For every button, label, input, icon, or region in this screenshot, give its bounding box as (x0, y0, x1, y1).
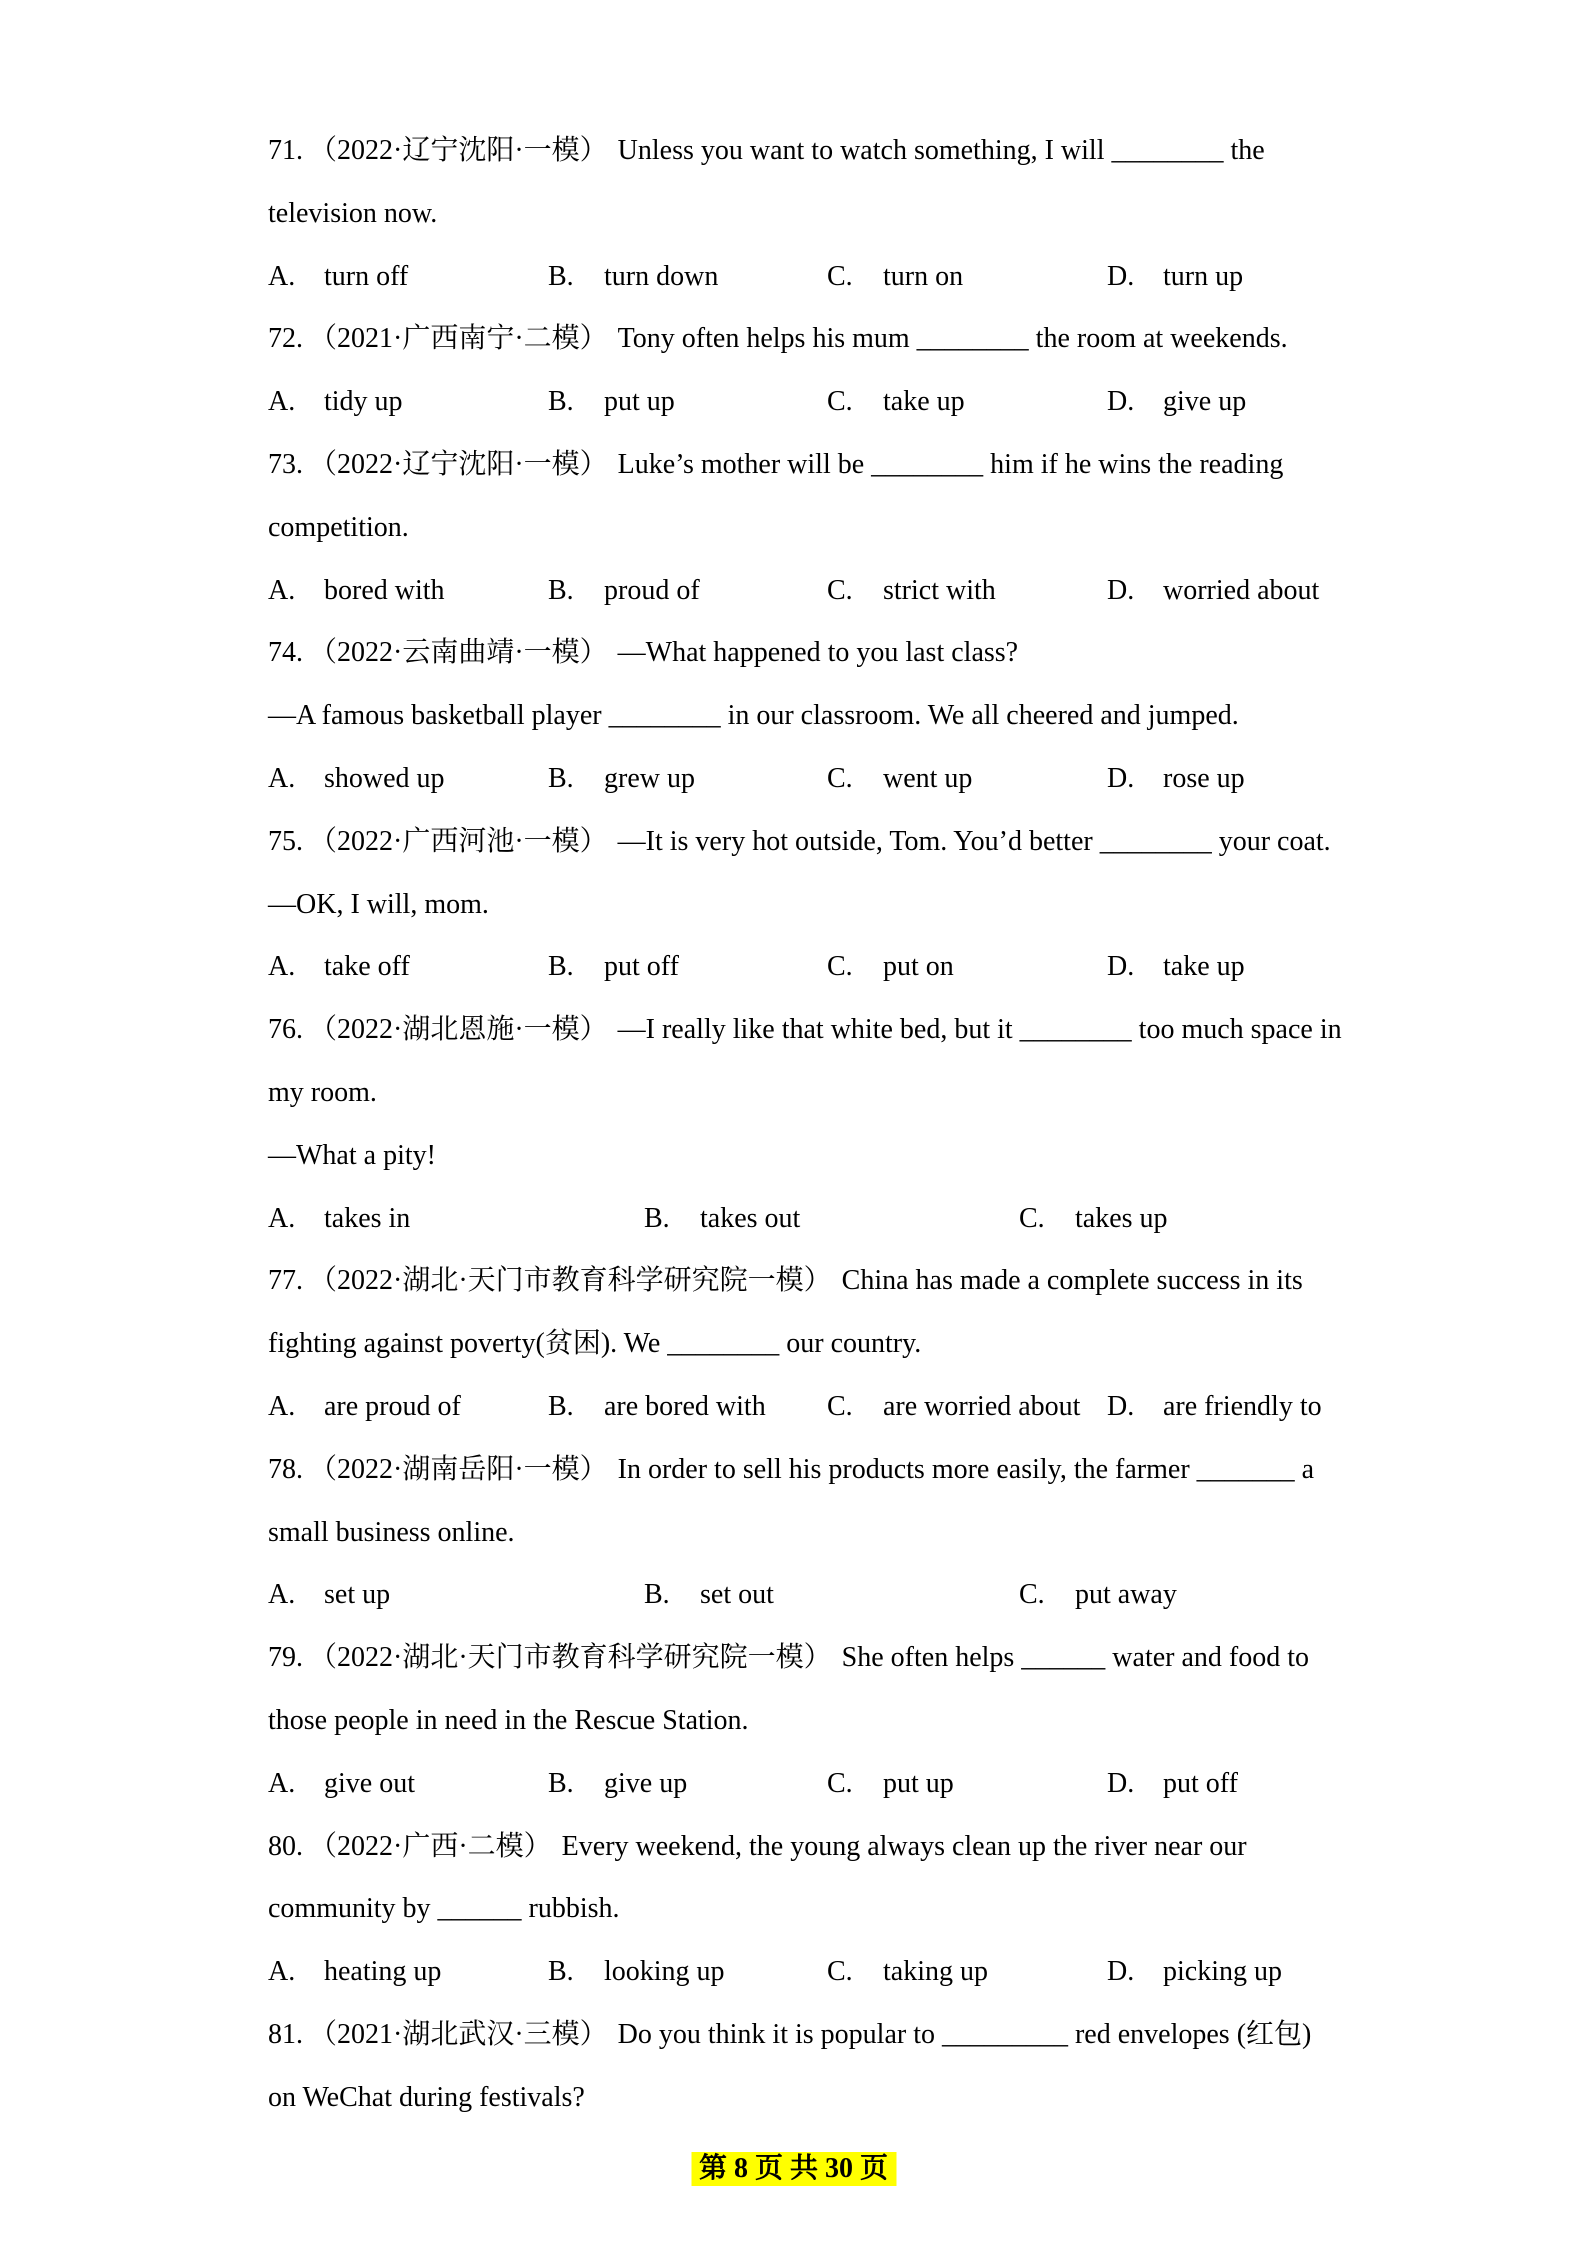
question-source: （2022·湖北·天门市教育科学研究院一模） (309, 1642, 832, 1674)
option-label: A. (268, 260, 296, 292)
option (548, 936, 827, 999)
option-label: C. (827, 574, 853, 606)
question-block (268, 811, 1498, 999)
option (268, 1376, 548, 1439)
option-label: A. (268, 1956, 296, 1988)
question-line: television now. (268, 197, 438, 229)
question-source: （2022·辽宁沈阳·一模） (309, 135, 608, 166)
option-text: put on (883, 951, 954, 983)
question-block (268, 1250, 1498, 1438)
option-text: showed up (324, 762, 445, 794)
option-label: B. (548, 1390, 574, 1422)
option (268, 371, 548, 434)
option-text: proud of (604, 574, 700, 606)
question-block (268, 2004, 1498, 2130)
question-number: 72. (268, 323, 303, 355)
options-row (268, 1376, 1498, 1439)
option-label: A. (268, 386, 296, 418)
question-line: on WeChat during festivals? (268, 2081, 585, 2113)
option (827, 371, 1107, 434)
question-source: （2022·湖南岳阳·一模） (309, 1453, 608, 1485)
question-block (268, 1816, 1498, 2004)
option-text: put up (604, 386, 675, 418)
option (268, 246, 548, 309)
option-label: C. (1019, 1202, 1045, 1234)
question-number: 79. (268, 1642, 303, 1674)
question-block (268, 434, 1498, 622)
option (827, 1941, 1107, 2004)
option-text: take off (324, 951, 410, 983)
option (827, 1376, 1107, 1439)
question-number: 71. (268, 135, 303, 166)
option-label: A. (268, 951, 296, 983)
option-label: D. (1107, 1767, 1135, 1799)
option (548, 1376, 827, 1439)
question-text: Tony often helps his mum ________ the room at weekends. (617, 323, 1288, 355)
question-source: （2022·湖北·天门市教育科学研究院一模） (309, 1265, 832, 1297)
question-number: 74. (268, 637, 303, 669)
option-text: takes out (700, 1202, 801, 1234)
question-text: Do you think it is popular to _________ red envelopes (红包) (617, 2018, 1312, 2050)
option-label: B. (548, 1767, 574, 1799)
option-text: turn down (604, 260, 719, 292)
question-first-line (268, 2004, 1498, 2067)
question-number: 77. (268, 1265, 303, 1297)
question-text: Luke’s mother will be ________ him if he wins the reading (617, 448, 1284, 480)
options-row (268, 748, 1498, 811)
options-row (268, 936, 1498, 999)
page-number-footer: 第 8 页 共 30 页 (691, 2152, 896, 2186)
question-first-line (268, 308, 1498, 371)
option-text: set out (700, 1579, 774, 1611)
options-row (268, 246, 1498, 309)
question-first-line (268, 811, 1498, 874)
question-block (268, 999, 1498, 1250)
question-line: my room. (268, 1076, 377, 1108)
question-text: Every weekend, the young always clean up the river near our (561, 1830, 1247, 1862)
option-text: taking up (883, 1956, 988, 1988)
option-text: takes up (1075, 1202, 1168, 1234)
option-label: B. (644, 1202, 670, 1234)
option (827, 936, 1107, 999)
option-text: take up (883, 386, 965, 418)
question-text: In order to sell his products more easily, the farmer _______ a (617, 1453, 1315, 1485)
option (548, 246, 827, 309)
option (827, 748, 1107, 811)
options-row (268, 1941, 1498, 2004)
option (827, 560, 1107, 623)
question-source: （2022·广西河池·一模） (309, 825, 608, 857)
option-text: heating up (324, 1956, 442, 1988)
question-line: small business online. (268, 1516, 515, 1548)
question-text: Unless you want to watch something, I will ________ the (617, 135, 1265, 166)
option (548, 1753, 827, 1816)
option-label: B. (548, 951, 574, 983)
option-text: give up (604, 1767, 688, 1799)
option-text: turn on (883, 260, 964, 292)
option-label: B. (548, 386, 574, 418)
question-text: —I really like that white bed, but it ________ too much space in (617, 1014, 1342, 1046)
option-label: D. (1107, 762, 1135, 794)
option-text: tidy up (324, 386, 403, 418)
option (1107, 371, 1498, 434)
question-source: （2022·广西·二模） (309, 1830, 552, 1862)
option-label: C. (1019, 1579, 1045, 1611)
option-text: put away (1075, 1579, 1177, 1611)
questions (268, 120, 1498, 2130)
option (1019, 1564, 1498, 1627)
option-text: are friendly to (1163, 1390, 1322, 1422)
option-label: A. (268, 1767, 296, 1799)
option-text: went up (883, 762, 973, 794)
question-block (268, 622, 1498, 810)
option-text: set up (324, 1579, 391, 1611)
option-text: grew up (604, 762, 695, 794)
option-text: turn up (1163, 260, 1244, 292)
options-row (268, 560, 1498, 623)
option (1107, 560, 1498, 623)
option (1107, 936, 1498, 999)
option-label: D. (1107, 386, 1135, 418)
option-text: put off (1163, 1767, 1238, 1799)
question-line: —A famous basketball player ________ in our classroom. We all cheered and jumped. (268, 700, 1239, 732)
option-label: A. (268, 574, 296, 606)
option-label: D. (1107, 1390, 1135, 1422)
question-source: （2022·云南曲靖·一模） (309, 637, 608, 669)
question-number: 80. (268, 1830, 303, 1862)
option-text: are worried about (883, 1390, 1081, 1422)
option (268, 1564, 644, 1627)
question-first-line (268, 622, 1498, 685)
option-text: worried about (1163, 574, 1320, 606)
question-first-line (268, 1627, 1498, 1690)
question-number: 81. (268, 2018, 303, 2050)
question-source: （2021·广西南宁·二模） (309, 323, 608, 355)
option-text: looking up (604, 1956, 725, 1988)
option (644, 1188, 1019, 1251)
question-number: 75. (268, 825, 303, 857)
question-line: competition. (268, 511, 409, 543)
option-text: bored with (324, 574, 445, 606)
option (827, 246, 1107, 309)
option-label: C. (827, 951, 853, 983)
option (1107, 1753, 1498, 1816)
question-first-line (268, 120, 1498, 183)
options-row (268, 371, 1498, 434)
question-number: 78. (268, 1453, 303, 1485)
option (268, 1941, 548, 2004)
option-label: D. (1107, 260, 1135, 292)
question-first-line (268, 1439, 1498, 1502)
question-line: community by ______ rubbish. (268, 1893, 620, 1925)
option (268, 936, 548, 999)
option-text: put up (883, 1767, 954, 1799)
option-label: C. (827, 386, 853, 418)
option-text: strict with (883, 574, 996, 606)
question-first-line (268, 1816, 1498, 1879)
question-text: China has made a complete success in its (841, 1265, 1303, 1297)
question-line: fighting against poverty(贫困). We ________ our country. (268, 1328, 922, 1360)
option-label: B. (548, 574, 574, 606)
option (1107, 748, 1498, 811)
option (644, 1564, 1019, 1627)
option (268, 560, 548, 623)
question-line: those people in need in the Rescue Station. (268, 1704, 749, 1736)
question-text: She often helps ______ water and food to (841, 1642, 1310, 1674)
question-block (268, 120, 1498, 308)
option-label: A. (268, 1390, 296, 1422)
option-label: D. (1107, 574, 1135, 606)
question-first-line (268, 1250, 1498, 1313)
option-label: A. (268, 1579, 296, 1611)
question-line: —OK, I will, mom. (268, 888, 489, 920)
option (268, 1753, 548, 1816)
option-label: C. (827, 1767, 853, 1799)
option (548, 371, 827, 434)
option (1107, 246, 1498, 309)
option-label: D. (1107, 1956, 1135, 1988)
option-text: picking up (1163, 1956, 1282, 1988)
option-label: C. (827, 762, 853, 794)
option-label: A. (268, 1202, 296, 1234)
option-text: rose up (1163, 762, 1245, 794)
option-label: C. (827, 1390, 853, 1422)
option-label: B. (644, 1579, 670, 1611)
question-line: —What a pity! (268, 1139, 436, 1171)
options-row (268, 1188, 1498, 1251)
option-label: A. (268, 762, 296, 794)
options-row (268, 1564, 1498, 1627)
option-label: B. (548, 762, 574, 794)
question-text: —It is very hot outside, Tom. You’d better ________ your coat. (617, 825, 1331, 857)
option-label: B. (548, 260, 574, 292)
option-text: are bored with (604, 1390, 766, 1422)
option-text: put off (604, 951, 679, 983)
question-number: 76. (268, 1014, 303, 1046)
option-text: are proud of (324, 1390, 461, 1422)
option-label: C. (827, 1956, 853, 1988)
option (1019, 1188, 1498, 1251)
question-source: （2021·湖北武汉·三模） (309, 2018, 608, 2050)
option-text: give out (324, 1767, 415, 1799)
question-source: （2022·湖北恩施·一模） (309, 1014, 608, 1046)
question-block (268, 1439, 1498, 1627)
option-text: give up (1163, 386, 1247, 418)
option (548, 748, 827, 811)
option-text: takes in (324, 1202, 411, 1234)
question-source: （2022·辽宁沈阳·一模） (309, 448, 608, 480)
option (548, 560, 827, 623)
option-label: D. (1107, 951, 1135, 983)
option (548, 1941, 827, 2004)
option (1107, 1376, 1498, 1439)
question-text: —What happened to you last class? (617, 637, 1019, 669)
option-text: take up (1163, 951, 1245, 983)
option-label: C. (827, 260, 853, 292)
option-label: B. (548, 1956, 574, 1988)
question-block (268, 308, 1498, 434)
question-block (268, 1627, 1498, 1815)
question-first-line (268, 434, 1498, 497)
option (827, 1753, 1107, 1816)
options-row (268, 1753, 1498, 1816)
option (268, 1188, 644, 1251)
option (1107, 1941, 1498, 2004)
question-first-line (268, 999, 1498, 1062)
option (268, 748, 548, 811)
question-number: 73. (268, 448, 303, 480)
option-text: turn off (324, 260, 409, 292)
